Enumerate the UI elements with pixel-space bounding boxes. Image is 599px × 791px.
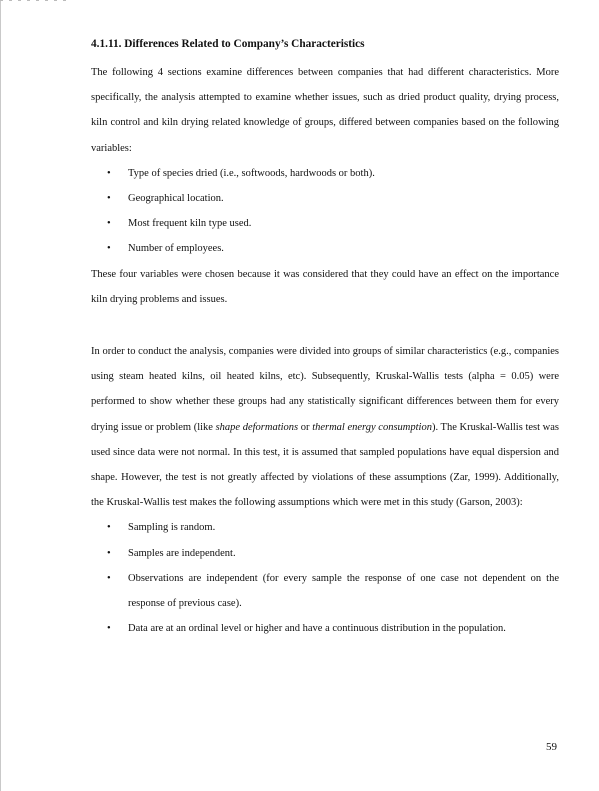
list-item: • Sampling is random. <box>91 515 559 540</box>
scan-edge-left <box>0 0 1 791</box>
emphasis-shape-deformations: shape deformations <box>215 421 299 433</box>
page-number: 59 <box>546 741 557 753</box>
bullet-icon: • <box>107 547 111 559</box>
variables-rationale-paragraph: These four variables were chosen because it was considered that they could have an effect on the importance kiln drying problems and issues. <box>91 268 559 305</box>
list-item: • Number of employees. <box>91 236 559 261</box>
page-content <box>91 38 559 641</box>
bullet-icon: • <box>107 522 111 534</box>
list-item: • Geographical location. <box>91 186 559 211</box>
analysis-paragraph: In order to conduct the analysis, companies were divided into groups of similar characteristics (e.g., companies using steam heated kilns, oil heated kilns, etc). Subsequently, Kruskal-Wallis tests (alpha = 0.05) were performed to show whether these groups had any statistically significant differences between them for every drying issue or problem (like shape deformations or thermal energy consumption). The Kruskal-Wallis test was used since data were not normal. In this test, it is assumed that sampled populations have equal dispersion and shape. However, the test is not greatly affected by violations of these assumptions (Zar, 1999). Additionally, the Kruskal-Wallis test makes the following assumptions which were met in this study (Garson, 2003): <box>91 346 559 509</box>
section-heading: 4.1.11. Differences Related to Company’s Characteristics <box>91 38 365 50</box>
bullet-icon: • <box>107 243 111 255</box>
list-item: • Most frequent kiln type used. <box>91 211 559 236</box>
bullet-icon: • <box>107 572 111 584</box>
bullet-icon: • <box>107 167 111 179</box>
bullet-icon: • <box>107 623 111 635</box>
scan-edge-top <box>0 0 70 1</box>
list-item: • Type of species dried (i.e., softwoods, hardwoods or both). <box>91 161 559 186</box>
list-item: • Samples are independent. <box>91 541 559 566</box>
bullet-icon: • <box>107 193 111 205</box>
list-item: • Data are at an ordinal level or higher and have a continuous distribution in the population. <box>91 616 559 641</box>
bullet-icon: • <box>107 218 111 230</box>
emphasis-thermal-energy: thermal energy consumption <box>312 421 432 433</box>
intro-paragraph: The following 4 sections examine differences between companies that had different characteristics. More specifically, the analysis attempted to examine whether issues, such as dried product quality, drying process, kiln control and kiln drying related knowledge of groups, differed between companies based on the following variables: <box>91 67 559 154</box>
variables-list <box>91 161 559 262</box>
assumptions-list <box>91 515 559 641</box>
list-item: • Observations are independent (for every sample the response of one case not dependent on the response of previous case). <box>91 566 559 616</box>
